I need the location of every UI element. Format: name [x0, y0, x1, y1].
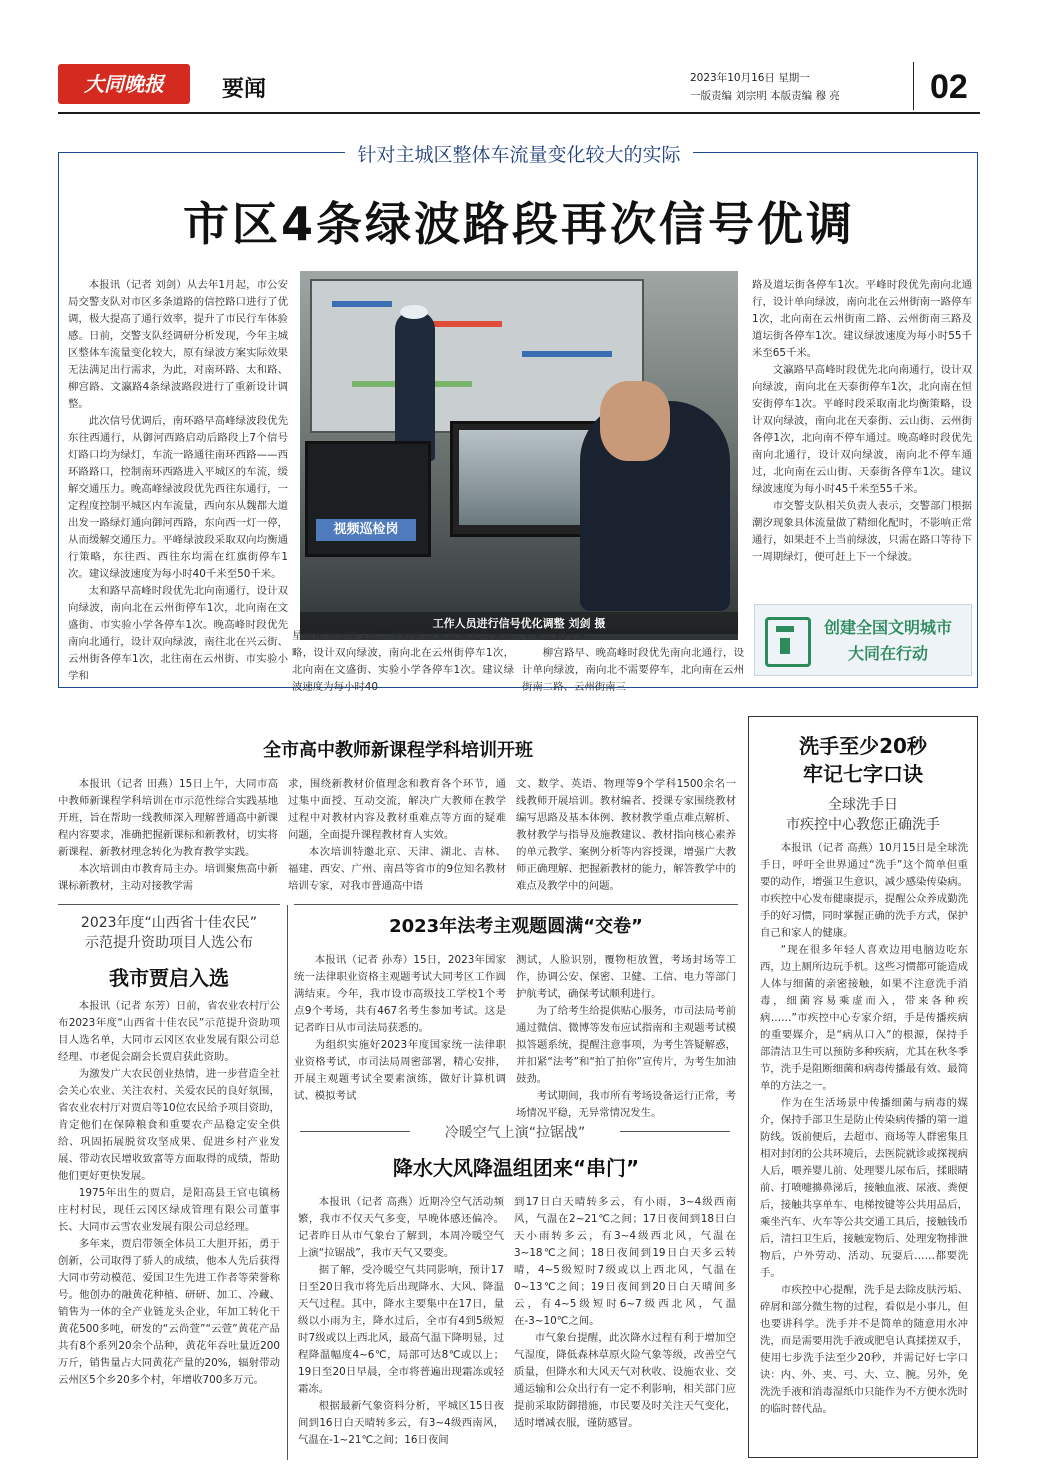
farmer-col	[58, 998, 280, 1458]
paragraph: 本报讯（记者 东芳）日前，省农业农村厅公布2023年度“山西省十佳农民”示范提升资助项目人选名单，大同市云冈区农业发展有限公司总经理、市老促会副会长贾启获此资助。	[58, 1000, 280, 1063]
lead-kicker-text: 针对主城区整体车流量变化较大的实际	[345, 144, 692, 166]
kicker-rule	[300, 1131, 410, 1132]
teacher-col-2	[288, 776, 506, 896]
paragraph: 太和路早高峰时段优先北向南通行，设计双向绿波，南向北在云州街停车1次，北向南在文盛街、市实验小学各停车1次。晚高峰时段优先南向北通行，设计双向绿波，南往北在兴云街、云州街各停车1次，北往南在云州街、市实验小学和	[68, 585, 288, 682]
handwash-sub-1: 全球洗手日	[828, 797, 898, 813]
lead-kicker	[58, 140, 980, 167]
officer-figure	[395, 311, 435, 461]
paragraph: 多年来，贾启带领全体员工大胆开拓，勇于创新，公司取得了骄人的成绩，他本人先后获得大同市劳动模范、爱国卫生先进工作者等荣誉称号。他创办的融黄花种植、研研、加工、冷藏、销售为一体的全产业链龙头企业，年加工转化干黄花500多吨，研发的“云尚萱”“云萱”黄花产品共有8个系列20余个品种，黄花年吞吐量近200万斤，销售量占大同黄花产量的20%，辐射带动云州区5个乡20多个村，年增收700多万元。	[58, 1238, 280, 1386]
paragraph: 柳宫路早、晚高峰时段优先南向北通行，设计单向绿波，南向北不需要停车，北向南在云州街南二路、云州街南三	[522, 647, 744, 693]
paragraph: 市交警支队相关负责人表示，交警部门根据潮汐现象具体流量做了精细化配时，不影响正常通行，如果赶不上当前绿波，只需在路口等待下一周期绿灯，便可赶上下一个绿波。	[752, 500, 972, 563]
law-col-2	[516, 952, 736, 1120]
divider	[294, 904, 738, 905]
paragraph: 文、数学、英语、物理等9个学科1500余名一线教师开展培训。教材编者、授课专家围绕教材编写思路及基本体例、教材教学重点难点解析、教材教学与指导及施教建议、教材指向核心素养的单元教学、案例分析等内容授课，增强广大教师正确理解、把握新教材的能力，解答教学中的难点及教学中的问题。	[516, 778, 736, 892]
paragraph: 文瀛路早高峰时段优先北向南通行，设计双向绿波，南向北在天泰街停车1次，北向南在恒安街停车1次。平峰时段采取南北均衡策略，设计双向绿波，南向北在天泰街、云山街、云州街各停1次，北向南不停车通过。晚高峰时段优先南向北通行，设计双向绿波，南向北不停车通过，北向南在云山街、天泰街各停车1次。建议绿波速度为每小时45千米至55千米。	[752, 364, 972, 495]
masthead-rule	[58, 112, 980, 114]
weather-kicker: 冷暖空气上演“拉锯战”	[444, 1125, 586, 1141]
paragraph: 到17日白天晴转多云，有小雨，3~4级西南风，气温在2~21℃之间；17日夜间到18日白天小雨转多云，有3~4级西北风，气温在3~18℃之间；18日夜间到19日白天多云转晴，4~5级短时7级或以上西北风，气温在0~13℃之间；19日夜间到20日白天晴间多云，有4~5级短时6~7级西北风，气温在-3~10℃之间。	[514, 1196, 736, 1327]
paragraph: 本报讯（记者 高燕）近期冷空气活动频繁，我市不仅天气多变，早晚体感还偏冷。记者昨日从市气象台了解到，本周冷暖空气上演“拉锯战”，我市天气又要变。	[298, 1196, 504, 1259]
paragraph: 本报讯（记者 刘剑）从去年1月起，市公安局交警支队对市区多条道路的信控路口进行了优调，极大提高了通行效率，提升了市民行车体验感。日前，交警支队经调研分析发现，今年主城区整体车流量变化较大，原有绿波方案实际效果无法满足出行需求，为此，对南环路、太和路、柳宫路、文瀛路4条绿波路段进行了重新设计调整。	[68, 279, 288, 410]
paragraph: 此次信号优调后，南环路早高峰绿波段优先东往西通行，从御河西路启动后路段上7个信号灯路口均为绿灯，车流一路通往南环西路——西环路路口，控制南环西路进入平城区的车流，缓解交通压力。晚高峰绿波段优先西往东通行，一定程度控制平城区内车流量，西向东从魏都大道出发一路绿灯通向御河西路，东向西一灯一停，从而缓解交通压力。平峰绿波段采取双向均衡通行策略，东往西、西往东均需在红旗街停车1次。建议绿波速度为每小时40千米至50千米。	[68, 415, 288, 580]
paragraph: 星熙街各停车1次。平峰时段采取南北均衡策略，设计双向绿波，南向北在云州街停车1次，北向南在文盛街、实验小学各停车1次。建议绿波速度为每小时40	[292, 630, 514, 693]
column-divider	[287, 905, 288, 1460]
wall-screen	[310, 279, 644, 433]
masthead-divider	[913, 62, 914, 110]
teacher-title[interactable]: 全市高中教师新课程学科培训开班	[263, 740, 533, 761]
lead-col-1	[68, 277, 288, 682]
newspaper-logo[interactable]: 大同晚报	[58, 64, 190, 104]
farmer-title[interactable]: 我市贾启入选	[109, 966, 229, 990]
paragraph: 市疾控中心提醒，洗手是去除皮肤污垢、碎屑和部分微生物的过程，看似是小事儿，但也要讲科学。洗手并不是简单的随意用水冲洗，而是需要用洗手液或肥皂认真揉搓双手，使用七步洗手法至少20秒，并需记好七字口诀：内、外、夹、弓、大、立、腕。另外，免洗洗手液和消毒湿纸巾只能作为不方便水洗时的临时替代品。	[760, 1284, 968, 1415]
weather-col-1	[298, 1194, 504, 1458]
lead-col-2	[292, 628, 514, 693]
paragraph: 为了给考生给提供贴心服务，市司法局考前通过微信、微博等发布应试指南和主观题考试模拟答题系统，提醒注意事项，为考生答疑解惑，并扣紧“法考”和“拍了拍你”宣传片，为考生加油鼓劲。	[516, 1005, 736, 1085]
page-number: 02	[930, 68, 968, 106]
lead-col-3	[522, 628, 744, 693]
kicker-rule	[620, 1131, 730, 1132]
teacher-col-3	[516, 776, 736, 896]
screen-element	[332, 301, 392, 307]
paragraph: 本次培训由市教育局主办。培训聚焦高中新课标新教材，主动对接教学需	[58, 863, 278, 892]
officer-cap	[400, 305, 428, 319]
paragraph: 市气象台提醒，此次降水过程有利于增加空气湿度，降低森林草原火险气象等级，改善空气质量，但降水和大风天气对秋收、设施农业、交通运输和公众出行有一定不利影响，相关部门应提前采取防御措施，市民要及时关注天气变化，适时增减衣服，谨防感冒。	[514, 1332, 736, 1429]
paragraph: 为组织实施好2023年度国家统一法律职业资格考试，市司法局周密部署，精心安排，开展主观题考试全要素演练，做好计算机调试、模拟考试	[294, 1039, 506, 1102]
paragraph: 本次培训特邀北京、天津、湖北、吉林、福建、西安、广州、南昌等省市的9位知名教材培训专家，对我市普通高中语	[288, 846, 506, 892]
lead-title[interactable]: 市区4条绿波路段再次信号优调	[182, 197, 855, 251]
paragraph: 本报讯（记者 高燕）10月15日是全球洗手日，呼吁全世界通过“洗手”这个简单但重要的动作，增强卫生意识，减少感染传染病。市疾控中心发布健康提示，提醒公众养成勤洗手的好习惯，同时掌握正确的洗手方式，保护自己和家人的健康。	[760, 842, 968, 939]
section-title: 要闻	[222, 76, 267, 102]
law-col-1	[294, 952, 506, 1120]
pagoda-body	[780, 638, 790, 654]
left-monitor	[305, 441, 431, 557]
farmer-kicker-2: 示范提升资助项目人选公布	[85, 935, 253, 951]
handwash-col	[760, 840, 968, 1452]
paragraph: 根据最新气象资料分析，平城区15日夜间到16日白天晴转多云，有3~4级西南风，气温在-1~21℃之间；16日夜间	[298, 1400, 504, 1446]
pagoda-roof	[776, 626, 794, 632]
paragraph: 路及道坛街各停车1次。平峰时段优先南向北通行，设计单向绿波，南向北在云州街南一路停车1次，北向南在云州街南二路、云州街南三路及道坛街各停车1次。建议绿波速度为每小时55千米至65千米。	[752, 279, 972, 359]
paragraph: 千米至50千米。	[522, 630, 598, 642]
badge-line-1: 创建全国文明城市	[823, 618, 952, 637]
paragraph: 考试期间，我市所有考场设备运行正常，考场情况平稳，无异常情况发生。	[516, 1090, 736, 1119]
photo-caption: 工作人员进行信号优化调整 刘剑 摄	[300, 612, 738, 634]
paragraph: “现在很多年轻人喜欢边用电脑边吃东西，边上厕所边玩手机。这些习惯都可能造成人体与细菌的亲密接触，如果不注意洗手消毒，细菌容易乘虚而入，带来各种疾病……”市疾控中心专家介绍，手是传播疾病的重要媒介，是“病从口入”的根源，保持手部清洁卫生可以预防多种疾病，尤其在秋冬季节，洗手是阻断细菌和病毒传播最有效、最简单的方法之一。	[760, 944, 968, 1092]
paragraph: 测试，人脸识别，覆物柜放置，考场封场等工作，协调公安、保密、卫健、工信、电力等部门护航考试，确保考试顺利进行。	[516, 954, 736, 1000]
farmer-kicker-1: 2023年度“山西省十佳农民”	[80, 915, 258, 931]
screen-element	[522, 351, 612, 357]
paragraph: 作为在生活场景中传播细菌与病毒的媒介，保持手部卫生是防止传染病传播的第一道防线。饭前便后，去超市、商场等人群密集且相对封闭的公共环境后，去医院就诊或探视病人后，喂养婴儿前、处理婴儿尿布后，揉眼睛前、打喷嚏擤鼻涕后，接触血液、尿液、粪便后，接触共享单车、电梯按键等公共用品后，乘坐汽车、火车等公共交通工具后，接触钱币后，清扫卫生后，接触宠物后、处理宠物排泄物后，户外劳动、活动、玩耍后……都要洗手。	[760, 1097, 968, 1279]
handwash-sub-2: 市疾控中心教您正确洗手	[786, 817, 940, 833]
paragraph: 求，围绕新教材价值理念和教育各个环节，通过集中面授、互动交流，解决广大教师在教学过程中对教材内容及教材重难点等方面的疑难问题，全面提升课程教材育人实效。	[288, 778, 506, 841]
paragraph: 本报讯（记者 孙寿）15日，2023年国家统一法律职业资格主观题考试大同考区工作圆满结束。今年，我市设市高级技工学校1个考点9个考场，共有467名考生参加考试。这是记者昨日从市司法局获悉的。	[294, 954, 506, 1034]
operator-head	[600, 381, 670, 461]
handwash-title-2[interactable]: 牢记七字口诀	[803, 762, 923, 786]
weather-title[interactable]: 降水大风降温组团来“串门”	[392, 1156, 640, 1180]
date-line: 2023年10月16日 星期一	[690, 72, 810, 84]
paragraph: 本报讯（记者 田燕）15日上午，大同市高中教师新课程学科培训在市示范性综合实践基地开班，旨在帮助一线教师深入理解普通高中新课程内容要求，准确把握新课标和新教材，切实将新课程、新教材理念转化为教育教学实践。	[58, 778, 278, 858]
weather-col-2	[514, 1194, 736, 1458]
lead-col-4	[752, 277, 972, 597]
law-title[interactable]: 2023年法考主观题圆满“交卷”	[389, 916, 643, 937]
screen-label: 视频巡检岗	[316, 519, 416, 541]
editor-line: 一版责编 刘宗明 本版责编 穆 亮	[690, 90, 840, 102]
pagoda-icon	[765, 617, 811, 667]
teacher-col-1	[58, 776, 278, 896]
paragraph: 据了解，受冷暖空气共同影响，预计17日至20日我市将先后出现降水、大风、降温天气过程。其中，降水主要集中在17日，量级以小雨为主，降水过后，全市有4到5级短时7级或以上西北风，最高气温下降明显，过程降温幅度4~6℃，局部可达8℃或以上；19日至20日早晨，全市将普遍出现霜冻或轻霜冻。	[298, 1264, 504, 1395]
divider	[58, 904, 280, 905]
badge-line-2: 大同在行动	[847, 644, 928, 663]
handwash-title-1[interactable]: 洗手至少20秒	[799, 734, 927, 758]
paragraph: 为激发广大农民创业热情，进一步营造全社会关心农业、关注农村、关爱农民的良好氛围，省农业农村厅对贾启等10位农民给予项目资助，肯定他们在保障粮食和重要农产品稳定安全供给、巩固拓展脱贫攻坚成果、促进乡村产业发展、带动农民增收致富等方面取得的成绩，帮助他们更好更快发展。	[58, 1068, 280, 1182]
paragraph: 1975年出生的贾启，是阳高县王官屯镇杨庄村村民，现任云冈区绿成管理有限公司董事长、大同市云雪农业发展有限公司总经理。	[58, 1187, 280, 1233]
lead-photo[interactable]	[300, 271, 738, 640]
civilization-badge[interactable]	[754, 604, 972, 676]
